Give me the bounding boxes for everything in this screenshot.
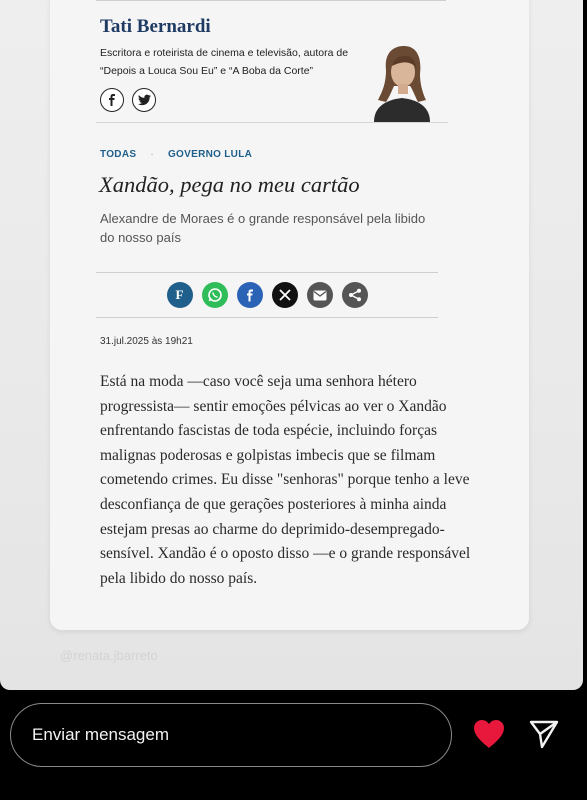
author-photo	[364, 40, 440, 122]
tag-separator: ·	[150, 149, 154, 160]
tags-row	[100, 149, 252, 160]
tag-todas[interactable]: TODAS	[100, 149, 137, 160]
x-icon[interactable]	[272, 282, 298, 308]
tag-governo-lula[interactable]: GOVERNO LULA	[167, 149, 253, 160]
article-headline: Xandão, pega no meu cartão	[99, 172, 360, 197]
mail-icon[interactable]	[307, 282, 333, 308]
heart-icon[interactable]	[472, 718, 506, 750]
article-body: Está na moda —caso você seja uma senhora hétero progressista— sentir emoções pélvicas ao ver o Xandão enfrentando fascistas de toda espécie, incluindo forças malignas poderosas e golpistas imbecis que se filmam cometendo crimes. Eu disse "senhoras" porque tenho a leve desconfiança de que gerações posteriores à minha ainda estejam presas ao charme do deprimido-desempregado-sensível. Xandão é o oposto disso —e o grande responsável pela libido do nosso país.	[100, 373, 471, 587]
whatsapp-icon[interactable]	[202, 282, 228, 308]
story-watermark: @renata.jbarreto	[60, 648, 158, 663]
author-social-links	[100, 88, 156, 112]
message-placeholder: Enviar mensagem	[32, 725, 170, 744]
facebook-icon[interactable]	[100, 88, 124, 112]
twitter-icon[interactable]	[132, 88, 156, 112]
article-subhead: Alexandre de Moraes é o grande responsável pela libido do nosso país	[100, 211, 426, 245]
author-divider	[96, 122, 448, 123]
folha-icon[interactable]: F	[167, 282, 193, 308]
send-icon[interactable]	[528, 718, 560, 750]
send-message-input[interactable]	[10, 703, 452, 767]
article-date: 31.jul.2025 às 19h21	[100, 336, 193, 347]
top-divider	[96, 0, 446, 1]
share-bar	[96, 272, 438, 318]
author-bio: Escritora e roteirista de cinema e televisão, autora de “Depois a Louca Sou Eu” e “A Boba da Corte”	[100, 47, 349, 77]
share-icon[interactable]	[342, 282, 368, 308]
author-name: Tati Bernardi	[100, 16, 211, 37]
facebook-icon[interactable]	[237, 282, 263, 308]
